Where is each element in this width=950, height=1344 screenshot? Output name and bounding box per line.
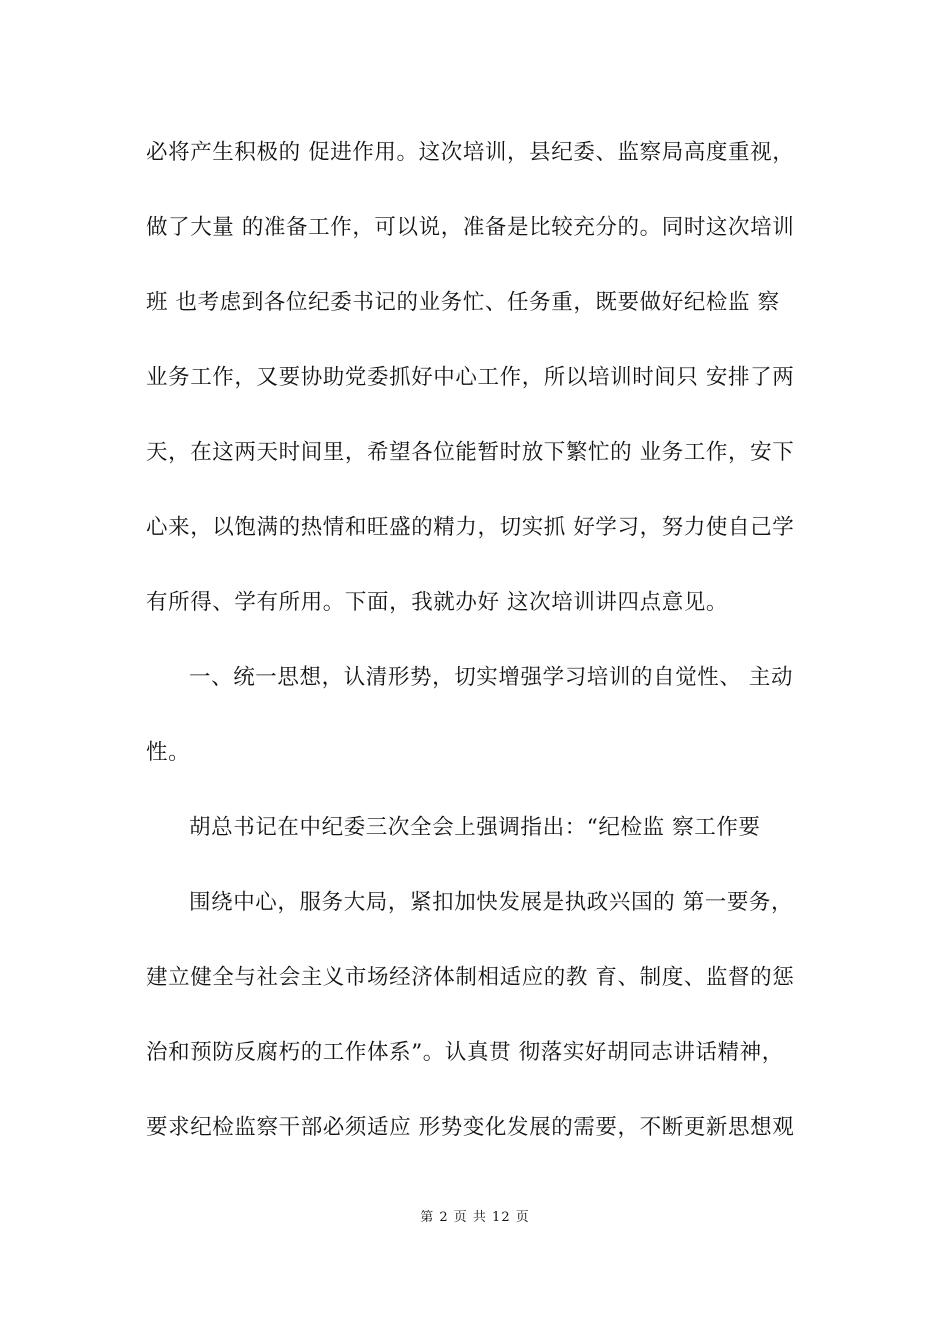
page-number-label: 第 2 页 共 12 页 (420, 1210, 530, 1225)
text-line-7: 有所得、学有所用。下面，我就办好 这次培训讲四点意见。 (146, 590, 729, 615)
text-line-12: 建立健全与社会主义市场经济体制相适应的教 育、制度、监督的惩 (146, 965, 795, 990)
text-line-10: 胡总书记在中纪委三次全会上强调指出：“纪检监 察工作要 (189, 815, 761, 840)
text-line-9: 性。 (146, 740, 191, 765)
page-footer (0, 1209, 950, 1227)
text-line-13: 治和预防反腐朽的工作体系”。认真贯 彻落实好胡同志讲话精神， (146, 1040, 784, 1065)
text-line-3: 班 也考虑到各位纪委书记的业务忙、任务重，既要做好纪检监 察 (146, 290, 780, 315)
text-line-11: 围绕中心，服务大局，紧扣加快发展是执政兴国的 第一要务， (189, 890, 794, 915)
text-line-5: 天，在这两天时间里，希望各位能暂时放下繁忙的 业务工作，安下 (146, 440, 795, 465)
text-line-14: 要求纪检监察干部必须适应 形势变化发展的需要，不断更新思想观 (146, 1115, 795, 1140)
text-line-6: 心来，以饱满的热情和旺盛的精力，切实抓 好学习，努力使自己学 (146, 515, 795, 540)
text-line-4: 业务工作，又要协助党委抓好中心工作，所以培训时间只 安排了两 (146, 365, 795, 390)
text-line-2: 做了大量 的准备工作，可以说，准备是比较充分的。同时这次培训 (146, 215, 795, 240)
section-heading-1: 一、统一思想，认清形势，切实增强学习培训的自觉性、 主动 (189, 665, 794, 690)
text-line-1: 必将产生积极的 促进作用。这次培训，县纪委、监察局高度重视， (146, 140, 795, 165)
